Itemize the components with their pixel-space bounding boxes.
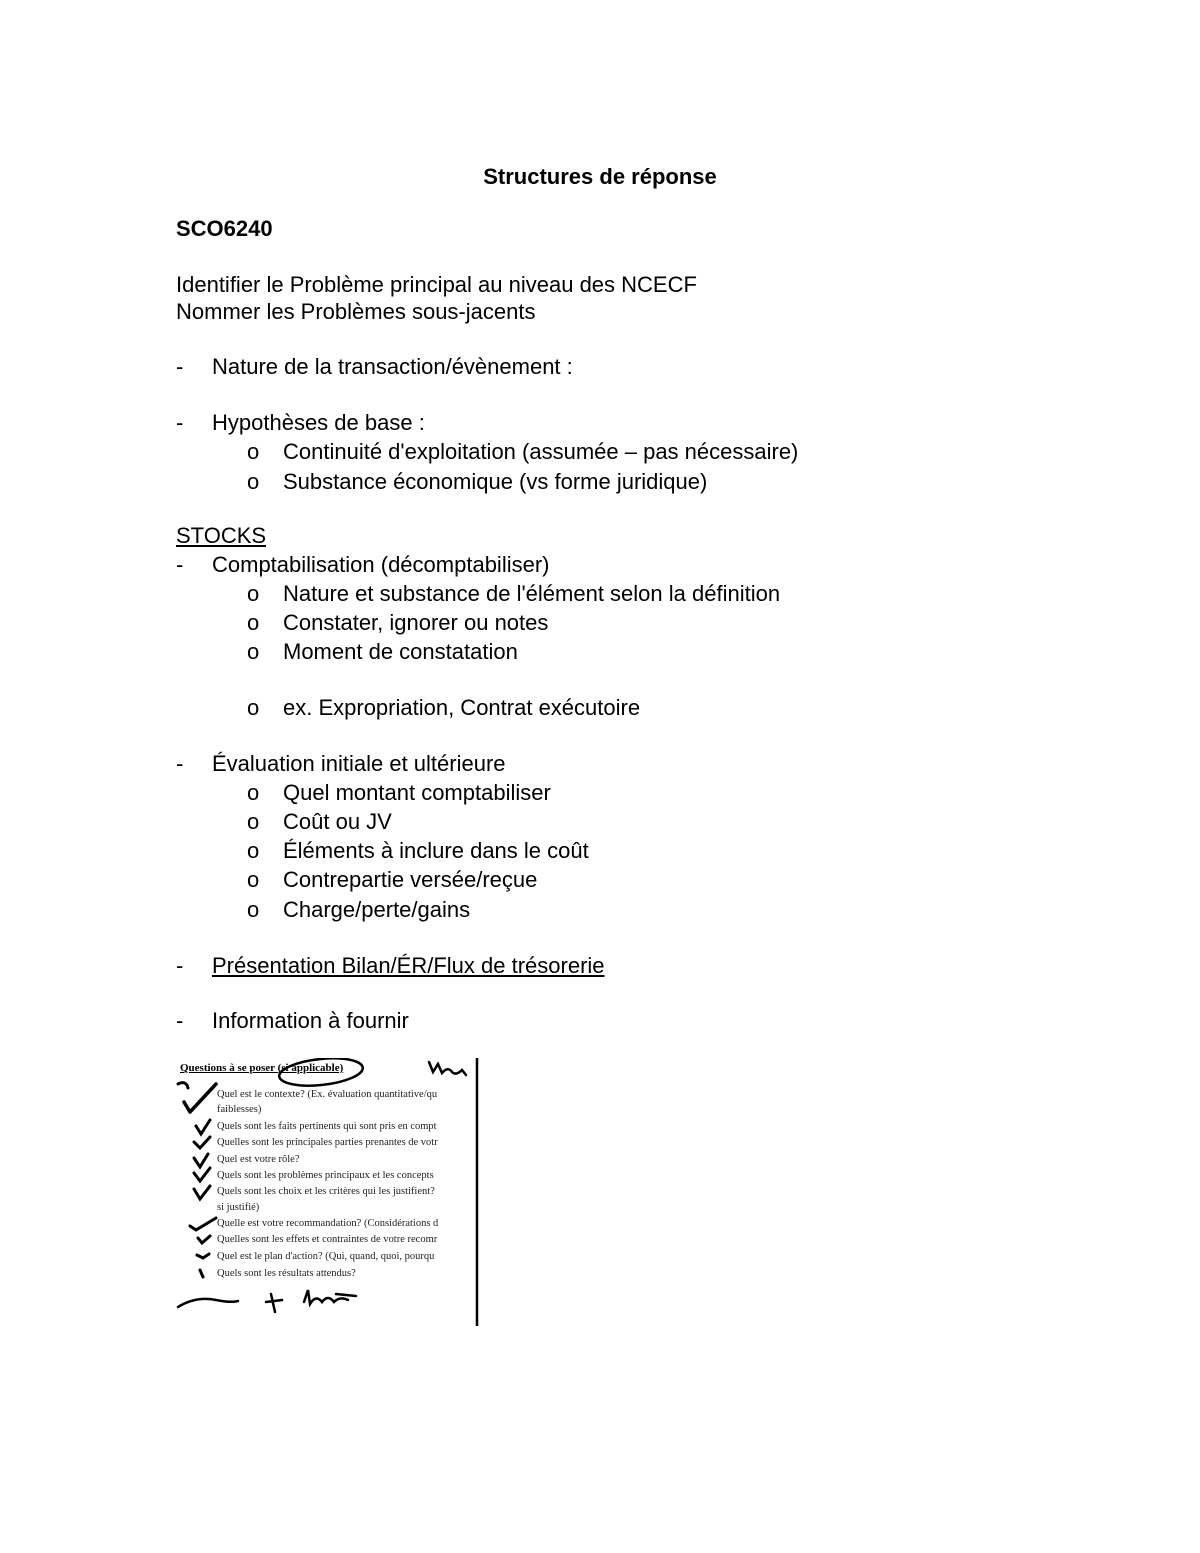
bullet-marker: o bbox=[247, 639, 260, 664]
scan-line: Quels sont les choix et les critères qui les justifient? bbox=[217, 1186, 435, 1197]
intro-line-2: Nommer les Problèmes sous-jacents bbox=[176, 299, 536, 324]
course-code: SCO6240 bbox=[176, 216, 273, 241]
handwritten-annotations bbox=[176, 1058, 480, 1326]
scan-line: Quel est le contexte? (Ex. évaluation quantitative/qu bbox=[217, 1089, 438, 1100]
scan-line: Quelles sont les principales parties prenantes de votr bbox=[217, 1137, 438, 1148]
evaluation-item: Éléments à inclure dans le coût bbox=[283, 838, 589, 863]
scan-line: faiblesses) bbox=[217, 1104, 262, 1115]
nature-item: Nature de la transaction/évènement : bbox=[212, 354, 573, 379]
evaluation-item: Contrepartie versée/reçue bbox=[283, 867, 538, 892]
scan-line: Quels sont les faits pertinents qui sont pris en compt bbox=[217, 1121, 437, 1132]
scan-line: Quelle est votre recommandation? (Considérations d bbox=[217, 1218, 439, 1229]
presentation-item: Présentation Bilan/ÉR/Flux de trésorerie bbox=[212, 953, 605, 978]
comptabilisation-item: Constater, ignorer ou notes bbox=[283, 610, 549, 635]
bullet-marker: o bbox=[247, 867, 260, 892]
evaluation-label: Évaluation initiale et ultérieure bbox=[212, 751, 506, 776]
dash-marker: - bbox=[176, 953, 184, 978]
bullet-marker: o bbox=[247, 469, 260, 494]
hypotheses-item: Substance économique (vs forme juridique) bbox=[283, 469, 708, 494]
dash-marker: - bbox=[176, 751, 184, 776]
scan-line: si justifié) bbox=[217, 1202, 260, 1213]
evaluation-item: Charge/perte/gains bbox=[283, 897, 471, 922]
bullet-marker: o bbox=[247, 780, 260, 805]
bullet-marker: o bbox=[247, 897, 260, 922]
comptabilisation-label: Comptabilisation (décomptabiliser) bbox=[212, 552, 550, 577]
hypotheses-label: Hypothèses de base : bbox=[212, 410, 425, 435]
scanned-checklist-image bbox=[176, 1058, 480, 1326]
scan-line: Quels sont les problèmes principaux et les concepts bbox=[217, 1170, 434, 1181]
bullet-marker: o bbox=[247, 809, 260, 834]
information-item: Information à fournir bbox=[212, 1008, 409, 1033]
hypotheses-item: Continuité d'exploitation (assumée – pas nécessaire) bbox=[283, 439, 799, 464]
page-title: Structures de réponse bbox=[483, 164, 717, 189]
scan-line: Quelles sont les effets et contraintes de votre recomr bbox=[217, 1234, 438, 1245]
dash-marker: - bbox=[176, 410, 184, 435]
scan-line: Quels sont les résultats attendus? bbox=[217, 1268, 356, 1279]
scan-line: Quel est votre rôle? bbox=[217, 1154, 300, 1165]
dash-marker: - bbox=[176, 552, 184, 577]
bullet-marker: o bbox=[247, 581, 260, 606]
comptabilisation-item: Moment de constatation bbox=[283, 639, 518, 664]
intro-line-1: Identifier le Problème principal au niveau des NCECF bbox=[176, 272, 697, 297]
comptabilisation-item: ex. Expropriation, Contrat exécutoire bbox=[283, 695, 641, 720]
bullet-marker: o bbox=[247, 610, 260, 635]
dash-marker: - bbox=[176, 354, 184, 379]
scan-heading: Questions à se poser (si applicable) bbox=[180, 1062, 344, 1074]
stocks-heading: STOCKS bbox=[176, 523, 267, 548]
bullet-marker: o bbox=[247, 439, 260, 464]
scan-line: Quel est le plan d'action? (Qui, quand, quoi, pourqu bbox=[217, 1251, 435, 1262]
bullet-marker: o bbox=[247, 838, 260, 863]
dash-marker: - bbox=[176, 1008, 184, 1033]
evaluation-item: Coût ou JV bbox=[283, 809, 392, 834]
comptabilisation-item: Nature et substance de l'élément selon la définition bbox=[283, 581, 781, 606]
bullet-marker: o bbox=[247, 695, 260, 720]
evaluation-item: Quel montant comptabiliser bbox=[283, 780, 551, 805]
